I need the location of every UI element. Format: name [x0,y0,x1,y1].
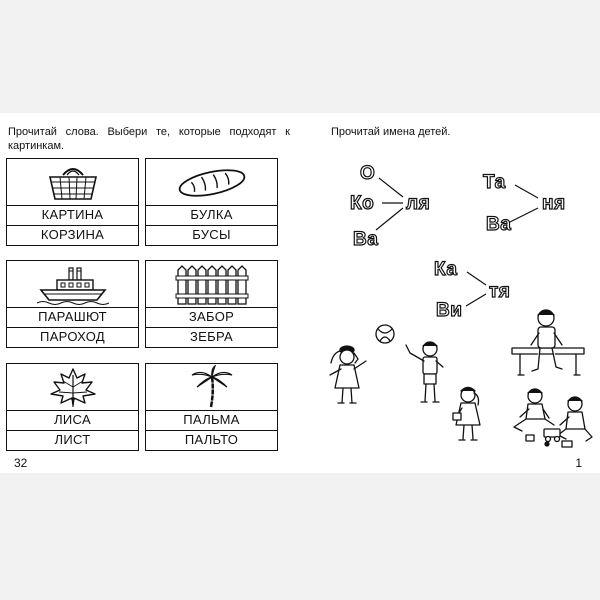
word-card-fence [145,260,278,348]
right-page [300,113,600,473]
word-card-palm [145,363,278,451]
word-option[interactable]: ПАРАШЮТ [7,307,138,327]
syllable: Ви [436,300,463,321]
word-option[interactable]: ЗЕБРА [146,327,277,347]
syllable: ля [406,193,431,214]
syllable: Ко [350,193,375,214]
word-option[interactable]: БУЛКА [146,205,277,225]
syllable: О [360,163,376,184]
word-option[interactable]: ПАРОХОД [7,327,138,347]
syllable: Ва [486,214,512,235]
basket-icon [7,159,138,205]
syllable: Та [483,172,506,193]
maple-leaf-icon [7,364,138,410]
word-option[interactable]: ПАЛЬМА [146,410,277,430]
bread-loaf-icon [146,159,277,205]
word-option[interactable]: КОРЗИНА [7,225,138,245]
palm-tree-icon [146,364,277,410]
word-option[interactable]: ЛИСТ [7,430,138,450]
page-number: 1 [575,456,582,470]
left-instruction: Прочитай слова. Выбери те, которые подходят к картинкам. [8,126,290,152]
syllable: Ва [353,229,379,250]
syllable: тя [489,281,511,302]
syllable: ня [542,193,566,214]
steamboat-icon [7,261,138,307]
word-option[interactable]: ЛИСА [7,410,138,430]
page-number: 32 [14,456,28,470]
word-option[interactable]: ЗАБОР [146,307,277,327]
word-card-steamboat [6,260,139,348]
word-card-bread [145,158,278,246]
syllable: Ка [434,259,458,280]
right-instruction: Прочитай имена детей. [331,126,451,138]
children-playing-icon [300,113,600,473]
left-page [0,113,300,473]
fence-icon [146,261,277,307]
word-card-leaf [6,363,139,451]
word-card-basket [6,158,139,246]
word-option[interactable]: ПАЛЬТО [146,430,277,450]
word-option[interactable]: БУСЫ [146,225,277,245]
word-option[interactable]: КАРТИНА [7,205,138,225]
